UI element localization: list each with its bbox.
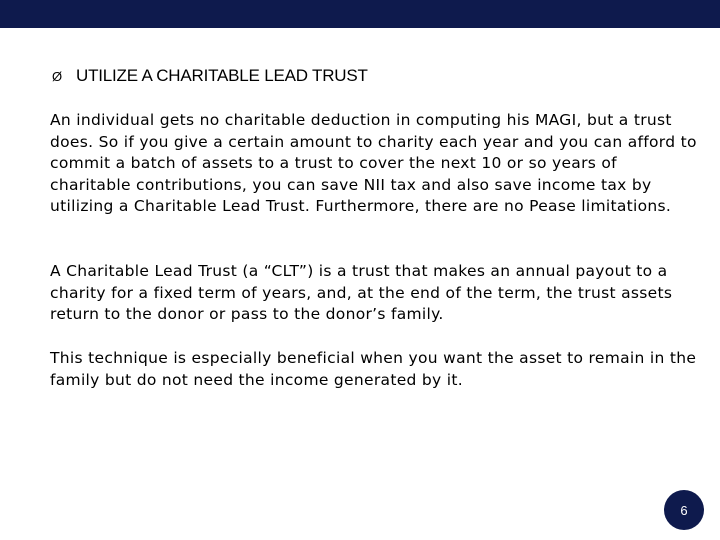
arrow-bullet-icon: Ø — [52, 68, 62, 84]
page-number: 6 — [680, 502, 688, 518]
paragraph-3: This technique is especially beneficial when you want the asset to remain in the family but do not need the income generated by it. — [50, 349, 697, 389]
paragraph-2: A Charitable Lead Trust (a “CLT”) is a trust that makes an annual payout to a charity for a fixed term of years, and, at the end of the term, the trust assets return to the donor or pass to the donor’s family. — [50, 262, 673, 323]
heading-text: UTILIZE A CHARITABLE LEAD TRUST — [76, 66, 368, 85]
top-banner — [0, 0, 720, 28]
page-number-badge — [664, 490, 704, 530]
slide-heading — [52, 66, 368, 86]
paragraph-1: An individual gets no charitable deduction in computing his MAGI, but a trust does. So if you give a certain amount to charity each year and you can afford to commit a batch of assets to a trust to cover the next 10 or so years of charitable contributions, you can save NII tax and also save income tax by utilizing a Charitable Lead Trust. Furthermore, there are no Pease limitations. — [50, 111, 697, 215]
